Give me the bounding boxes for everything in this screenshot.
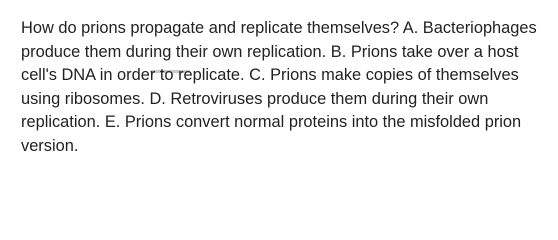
question-text: How do prions propagate and replicate themselves? A. Bacteriophages produce them during their own replication. B. Prions take over a host cell's DNA in order to replicate. C. Prions make copies of themselves using ribosomes. D. Retroviruses produce them during their own replication. E. Prions convert normal proteins into the misfolded prion version.	[21, 19, 537, 155]
